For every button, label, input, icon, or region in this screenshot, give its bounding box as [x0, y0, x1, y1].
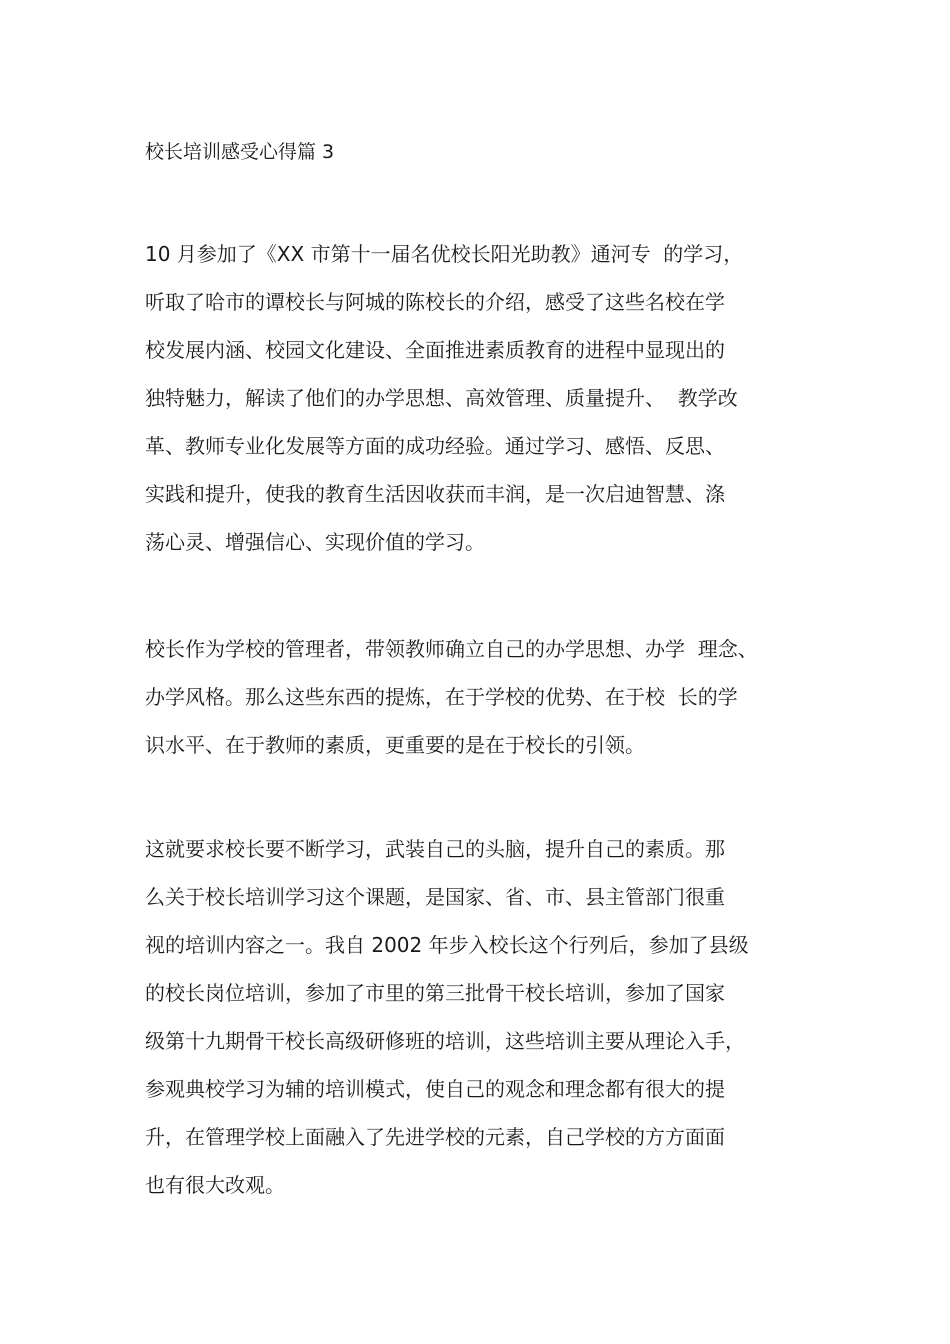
text-line: 办学风格。那么这些东西的提炼，在于学校的优势、在于校 长的学	[145, 685, 738, 709]
text-line: 独特魅力，解读了他们的办学思想、高效管理、质量提升、 教学改	[145, 386, 738, 410]
text-line: 校长作为学校的管理者，带领教师确立自己的办学思想、办学 理念、	[145, 637, 758, 661]
text-line: 革、教师专业化发展等方面的成功经验。通过学习、感悟、反思、	[145, 434, 725, 458]
text-line: 10 月参加了《XX 市第十一届名优校长阳光助教》通河专 的学习，	[145, 242, 744, 266]
text-line: 这就要求校长要不断学习，武装自己的头脑，提升自己的素质。那	[145, 837, 725, 861]
text-line: 级第十九期骨干校长高级研修班的培训，这些培训主要从理论入手，	[145, 1029, 745, 1053]
text-line: 也有很大改观。	[145, 1173, 285, 1197]
paragraph-1	[145, 230, 845, 566]
text-line: 校发展内涵、校园文化建设、全面推进素质教育的进程中显现出的	[145, 338, 725, 362]
paragraph-2	[145, 625, 845, 769]
text-line: 视的培训内容之一。我自 2002 年步入校长这个行列后，参加了县级	[145, 933, 749, 957]
text-line: 么关于校长培训学习这个课题，是国家、省、市、县主管部门很重	[145, 885, 725, 909]
text-line: 荡心灵、增强信心、实现价值的学习。	[145, 530, 485, 554]
text-line: 升，在管理学校上面融入了先进学校的元素，自己学校的方方面面	[145, 1125, 725, 1149]
document-title: 校长培训感受心得篇 3	[145, 141, 335, 163]
text-line: 实践和提升，使我的教育生活因收获而丰润，是一次启迪智慧、涤	[145, 482, 725, 506]
text-line: 参观典校学习为辅的培训模式，使自己的观念和理念都有很大的提	[145, 1077, 725, 1101]
text-line: 识水平、在于教师的素质，更重要的是在于校长的引领。	[145, 733, 645, 757]
paragraph-3	[145, 825, 845, 1209]
text-line: 听取了哈市的谭校长与阿城的陈校长的介绍，感受了这些名校在学	[145, 290, 725, 314]
text-line: 的校长岗位培训，参加了市里的第三批骨干校长培训，参加了国家	[145, 981, 725, 1005]
